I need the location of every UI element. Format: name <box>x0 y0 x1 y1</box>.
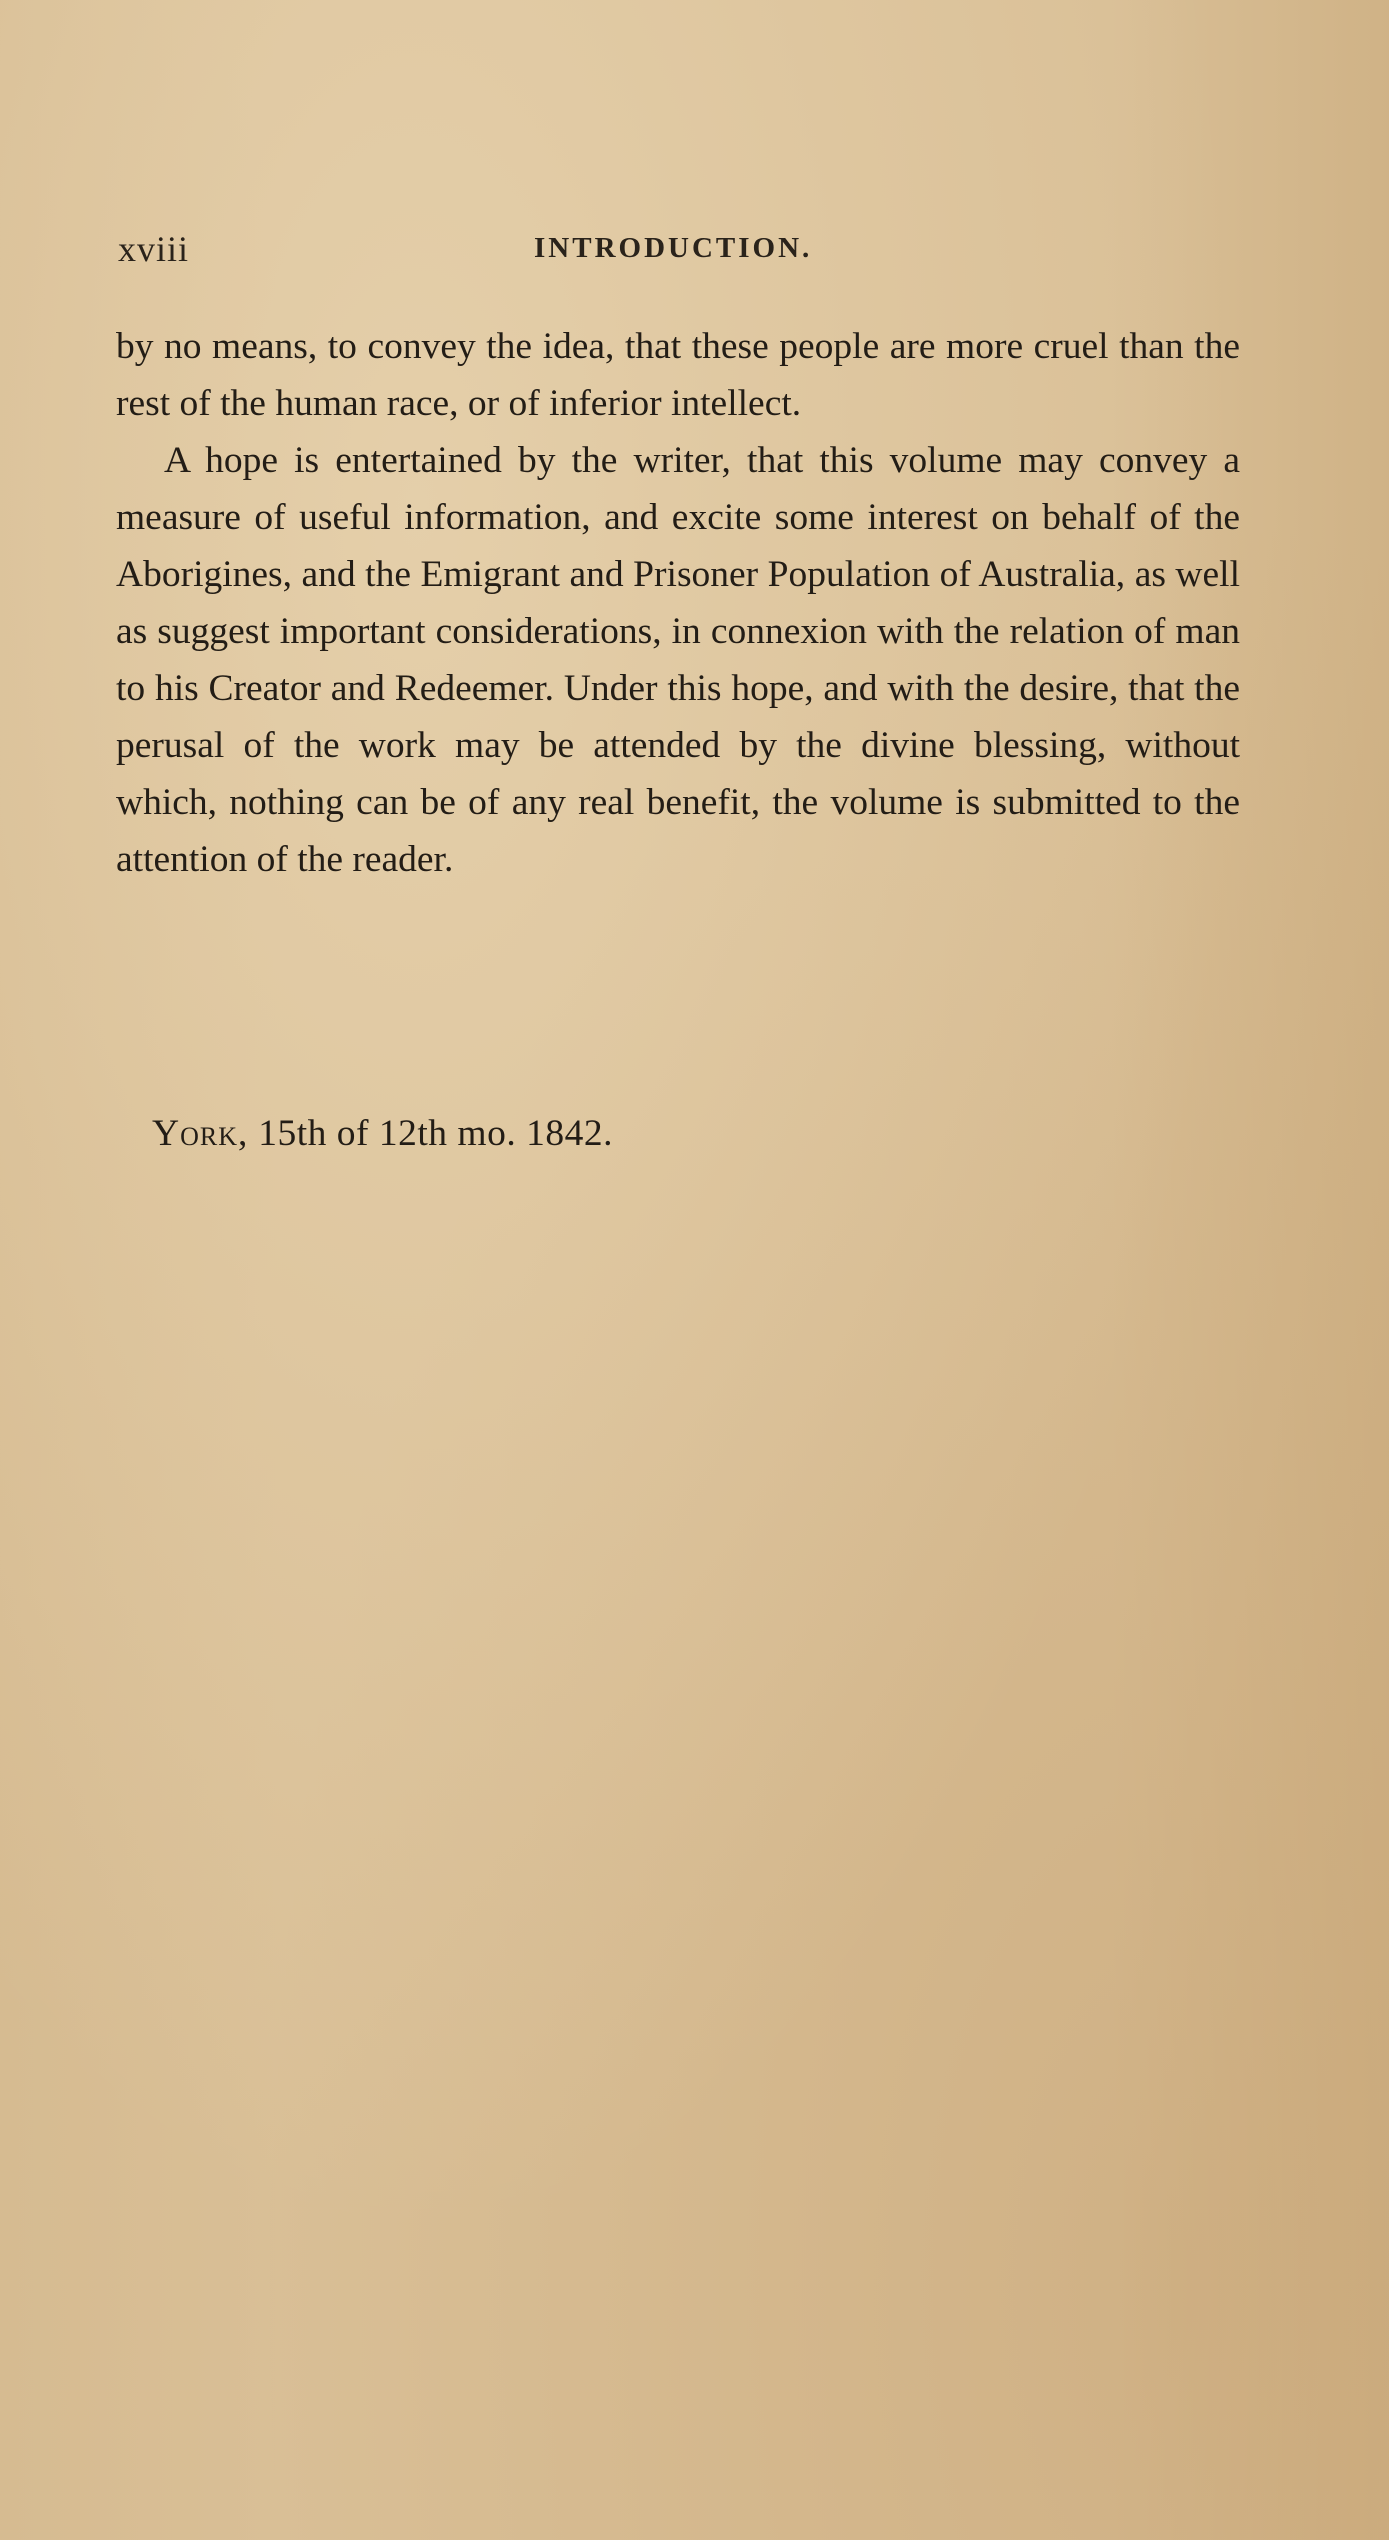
paragraph-continued: by no means, to convey the idea, that these people are more cruel than the rest of the human race, or of inferior intellect. <box>116 326 1240 424</box>
page-number: xviii <box>118 229 190 269</box>
dateline-date: 15th of 12th mo. 1842. <box>258 1113 613 1154</box>
body-text <box>116 318 1240 888</box>
paragraph-hope: A hope is entertained by the writer, that this volume may convey a measure of useful information, and excite some interest on behalf of the Aborigines, and the Emigrant and Prisoner Population of Australia, as well as suggest important considerations, in connexion with the relation of man to his Creator and Redeemer. Under this hope, and with the desire, that the perusal of the work may be attended by the divine blessing, without which, nothing can be of any real benefit, the volume is submitted to the attention of the reader. <box>116 440 1240 880</box>
dateline-place: York, <box>152 1113 249 1154</box>
running-head <box>118 228 1238 278</box>
running-title: INTRODUCTION. <box>534 232 813 264</box>
dateline <box>152 1112 613 1155</box>
